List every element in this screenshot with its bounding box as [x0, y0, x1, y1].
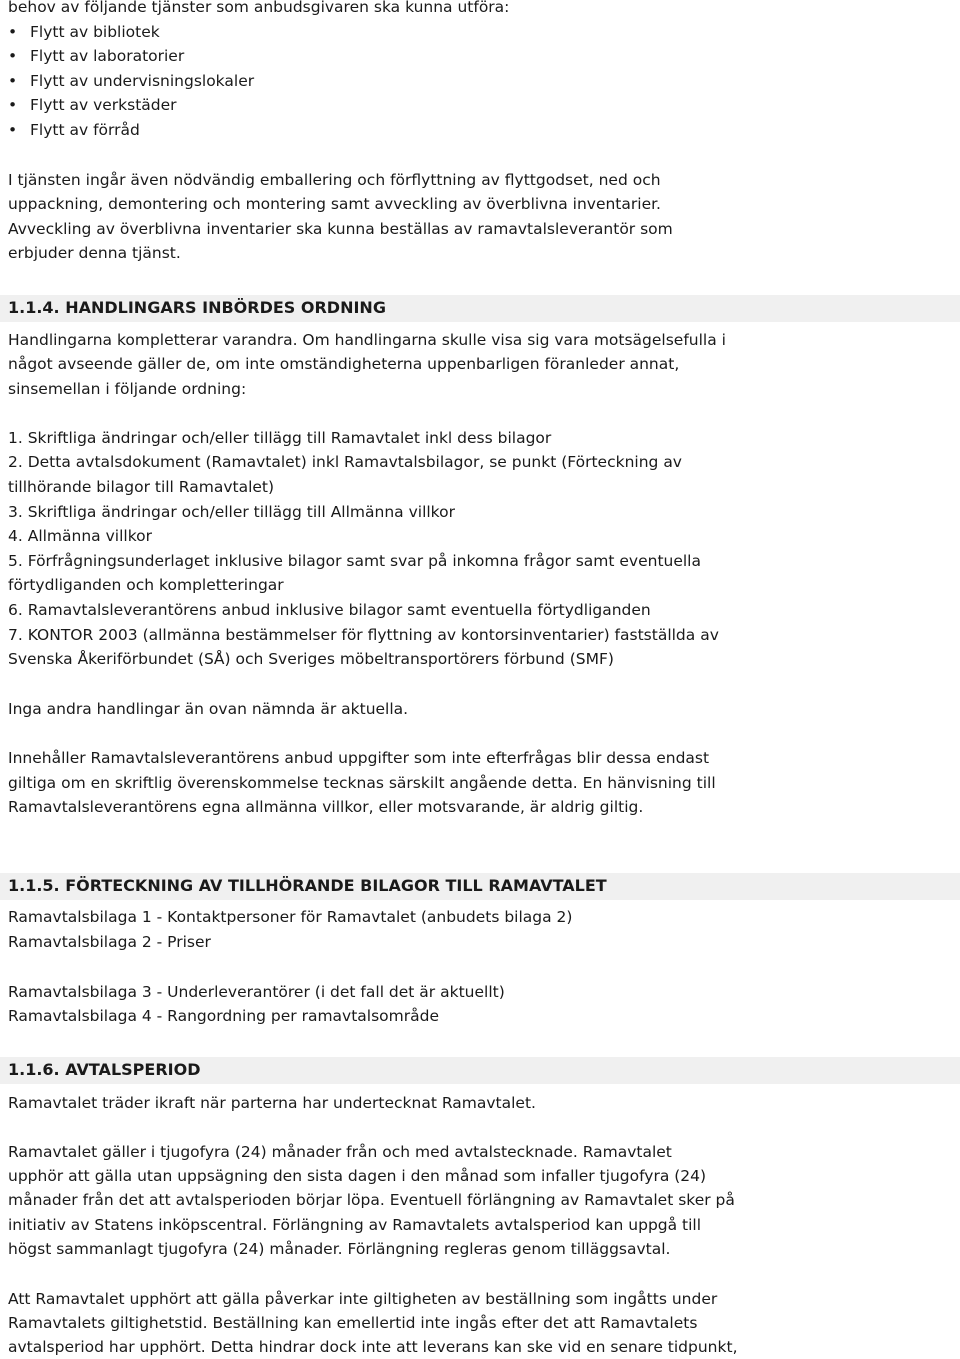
paragraph-line: Ramavtalets giltighetstid. Beställning kan emellertid inte ingås efter det att Ramavtalets	[8, 1314, 698, 1332]
paragraph-line: Ramavtalet gäller i tjugofyra (24) månader från och med avtalstecknade. Ramavtalet	[8, 1143, 672, 1161]
bullet-item: • Flytt av bibliotek	[8, 23, 160, 41]
bullet-item: • Flytt av förråd	[8, 121, 140, 139]
list-item: Ramavtalsbilaga 4 - Rangordning per ramavtalsområde	[8, 1007, 440, 1025]
bullet-item: • Flytt av undervisningslokaler	[8, 72, 255, 90]
bullet-item: • Flytt av laboratorier	[8, 47, 185, 65]
paragraph-line: Att Ramavtalet upphört att gälla påverkar inte giltigheten av beställning som ingåtts under	[8, 1290, 718, 1308]
paragraph-line: Ramavtalet träder ikraft när parterna har undertecknat Ramavtalet.	[8, 1094, 536, 1112]
paragraph-line: Ramavtalsleverantörens egna allmänna villkor, eller motsvarande, är aldrig giltig.	[8, 798, 644, 816]
section-heading: 1.1.4. HANDLINGARS INBÖRDES ORDNING	[0, 295, 960, 322]
list-item: 2. Detta avtalsdokument (Ramavtalet) inkl Ramavtalsbilagor, se punkt (Förteckning av	[8, 453, 682, 471]
paragraph-line: I tjänsten ingår även nödvändig emballering och förflyttning av flyttgodset, ned och	[8, 171, 661, 189]
list-item: 4. Allmänna villkor	[8, 527, 152, 545]
list-item: förtydliganden och kompletteringar	[8, 576, 284, 594]
list-item: 1. Skriftliga ändringar och/eller tillägg till Ramavtalet inkl dess bilagor	[8, 429, 552, 447]
paragraph-line: uppackning, demontering och montering samt avveckling av överblivna inventarier.	[8, 195, 661, 213]
paragraph-line: Avveckling av överblivna inventarier ska kunna beställas av ramavtalsleverantör som	[8, 220, 673, 238]
paragraph-line: Innehåller Ramavtalsleverantörens anbud uppgifter som inte efterfrågas blir dessa endast	[8, 749, 710, 767]
list-item: 3. Skriftliga ändringar och/eller tillägg till Allmänna villkor	[8, 503, 455, 521]
list-item: Ramavtalsbilaga 1 - Kontaktpersoner för Ramavtalet (anbudets bilaga 2)	[8, 908, 573, 926]
section-heading: 1.1.5. FÖRTECKNING AV TILLHÖRANDE BILAGOR TILL RAMAVTALET	[0, 873, 960, 900]
list-item: Ramavtalsbilaga 3 - Underleverantörer (i det fall det är aktuellt)	[8, 983, 505, 1001]
list-item: tillhörande bilagor till Ramavtalet)	[8, 478, 275, 496]
section-heading: 1.1.6. AVTALSPERIOD	[0, 1057, 960, 1084]
paragraph-line: sinsemellan i följande ordning:	[8, 380, 247, 398]
intro-lead: behov av följande tjänster som anbudsgivaren ska kunna utföra:	[8, 0, 510, 16]
list-item: 7. KONTOR 2003 (allmänna bestämmelser för flyttning av kontorsinventarier) fastställda av	[8, 626, 719, 644]
paragraph-line: månader från det att avtalsperioden börjar löpa. Eventuell förlängning av Ramavtalet sker på	[8, 1191, 735, 1209]
bullet-icon: •	[8, 121, 18, 139]
paragraph-line: initiativ av Statens inköpscentral. Förlängning av Ramavtalets avtalsperiod kan uppgå till	[8, 1216, 702, 1234]
paragraph-line: Handlingarna kompletterar varandra. Om handlingarna skulle visa sig vara motsägelsefulla i	[8, 331, 726, 349]
bullet-icon: •	[8, 96, 18, 114]
paragraph-line: något avseende gäller de, om inte omständigheterna uppenbarligen föranleder annat,	[8, 355, 680, 373]
paragraph-line: upphör att gälla utan uppsägning den sista dagen i den månad som infaller tjugofyra (24)	[8, 1167, 707, 1185]
list-item: Svenska Åkeriförbundet (SÅ) och Sveriges möbeltransportörers förbund (SMF)	[8, 650, 614, 668]
paragraph-line: Inga andra handlingar än ovan nämnda är aktuella.	[8, 700, 409, 718]
paragraph-line: giltiga om en skriftlig överenskommelse tecknas särskilt angående detta. En hänvisning till	[8, 774, 716, 792]
paragraph-line: erbjuder denna tjänst.	[8, 244, 181, 262]
list-item: 6. Ramavtalsleverantörens anbud inklusive bilagor samt eventuella förtydliganden	[8, 601, 651, 619]
paragraph-line: avtalsperiod har upphört. Detta hindrar dock inte att leverans kan ske vid en senare tidpunkt,	[8, 1338, 738, 1356]
bullet-icon: •	[8, 72, 18, 90]
paragraph-line: högst sammanlagt tjugofyra (24) månader. Förlängning regleras genom tilläggsavtal.	[8, 1240, 671, 1258]
list-item: 5. Förfrågningsunderlaget inklusive bilagor samt svar på inkomna frågor samt eventuella	[8, 552, 701, 570]
list-item: Ramavtalsbilaga 2 - Priser	[8, 933, 211, 951]
bullet-icon: •	[8, 47, 18, 65]
bullet-icon: •	[8, 23, 18, 41]
bullet-item: • Flytt av verkstäder	[8, 96, 177, 114]
